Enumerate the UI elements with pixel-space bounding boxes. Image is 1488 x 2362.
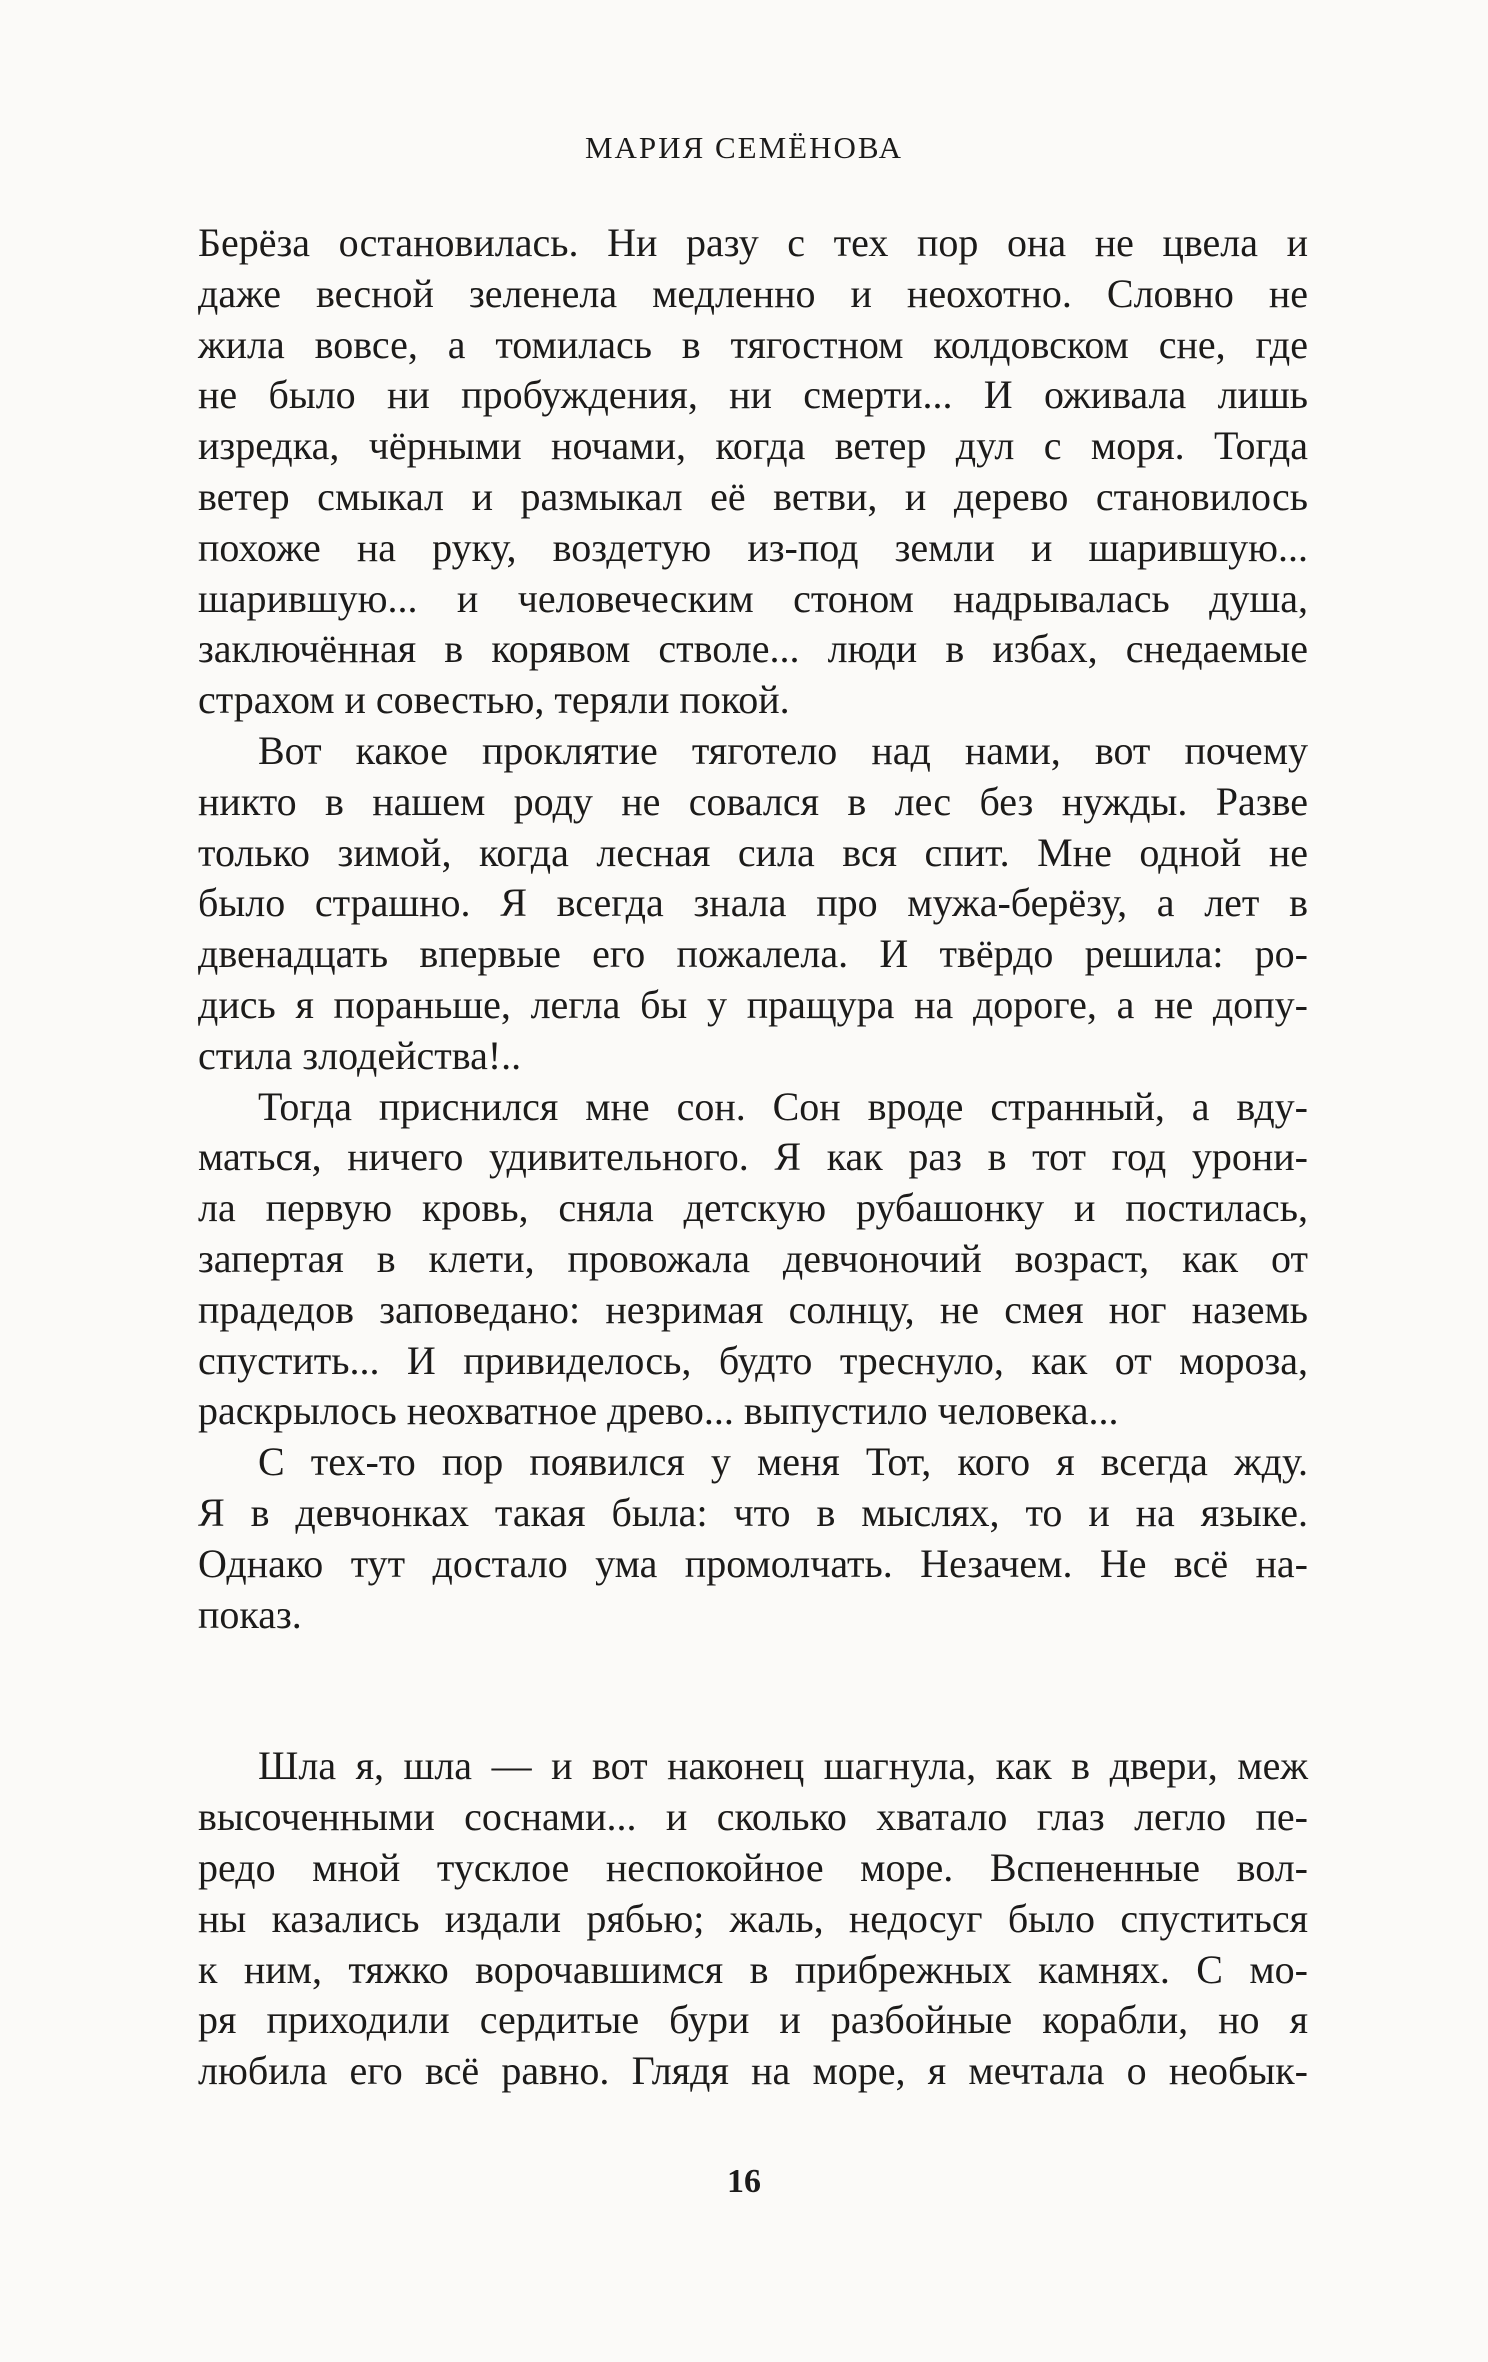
text-line: маться, ничего удивительного. Я как раз в тот год урони- bbox=[198, 1134, 1308, 1180]
text-line: дись я пораньше, легла бы у пращура на дороге, а не допу- bbox=[198, 981, 1308, 1027]
text-line: Однако тут достало ума промолчать. Незачем. Не всё на- bbox=[198, 1540, 1308, 1586]
text-line: показ. bbox=[198, 1591, 302, 1637]
text-line: было страшно. Я всегда знала про мужа-берёзу, а лет в bbox=[198, 880, 1308, 926]
text-line: редо мной тусклое неспокойное море. Вспененные вол- bbox=[198, 1844, 1308, 1890]
text-line: высоченными соснами... и сколько хватало глаз легло пе- bbox=[198, 1794, 1308, 1840]
text-line: даже весной зеленела медленно и неохотно. Словно не bbox=[198, 270, 1308, 316]
running-head: МАРИЯ СЕМЁНОВА bbox=[584, 130, 903, 165]
paragraph bbox=[198, 218, 1308, 726]
text-line: стила злодейства!.. bbox=[198, 1032, 522, 1078]
text-line: ветер смыкал и размыкал её ветви, и дерево становилось bbox=[198, 473, 1308, 519]
text-line: ря приходили сердитые бури и разбойные корабли, но я bbox=[198, 1997, 1308, 2043]
body-text bbox=[198, 218, 1308, 2097]
text-line: прадедов заповедано: незримая солнцу, не смея ног наземь bbox=[198, 1286, 1308, 1332]
paragraph bbox=[198, 1082, 1308, 1438]
text-line: к ним, тяжко ворочавшимся в прибрежных камнях. С мо- bbox=[198, 1946, 1308, 1992]
text-line: ны казались издали рябью; жаль, недосуг было спуститься bbox=[198, 1895, 1308, 1941]
text-line: шарившую... и человеческим стоном надрывалась душа, bbox=[198, 575, 1308, 621]
text-line: любила его всё равно. Глядя на море, я мечтала о необык- bbox=[198, 2048, 1308, 2094]
text-line: двенадцать впервые его пожалела. И твёрдо решила: ро- bbox=[198, 931, 1308, 977]
text-line: Я в девчонках такая была: что в мыслях, то и на языке. bbox=[198, 1489, 1308, 1535]
paragraph bbox=[198, 726, 1308, 1082]
paragraph bbox=[198, 1741, 1308, 2097]
text-line: не было ни пробуждения, ни смерти... И оживала лишь bbox=[198, 372, 1308, 418]
text-line: спустить... И привиделось, будто треснуло, как от мороза, bbox=[198, 1337, 1308, 1383]
text-line: изредка, чёрными ночами, когда ветер дул с моря. Тогда bbox=[198, 423, 1308, 469]
text-line: раскрылось неохватное древо... выпустило человека... bbox=[198, 1388, 1119, 1434]
text-line: жила вовсе, а томилась в тягостном колдовском сне, где bbox=[198, 321, 1308, 367]
text-line: запертая в клети, провожала девчоночий возраст, как от bbox=[198, 1235, 1308, 1281]
section-break bbox=[198, 1640, 1308, 1741]
text-line: Тогда приснился мне сон. Сон вроде странный, а вду- bbox=[258, 1083, 1308, 1129]
text-line: Берёза остановилась. Ни разу с тех пор она не цвела и bbox=[198, 220, 1308, 265]
text-line: заключённая в корявом стволе... люди в избах, снедаемые bbox=[198, 626, 1308, 672]
text-line: Шла я, шла — и вот наконец шагнула, как в двери, меж bbox=[258, 1743, 1308, 1789]
text-line: С тех-то пор появился у меня Тот, кого я всегда жду. bbox=[258, 1439, 1308, 1485]
page-number: 16 bbox=[727, 2163, 761, 2200]
text-line: никто в нашем роду не совался в лес без нужды. Разве bbox=[198, 778, 1308, 824]
text-line: похоже на руку, воздетую из-под земли и шарившую... bbox=[198, 524, 1308, 570]
text-line: только зимой, когда лесная сила вся спит. Мне одной не bbox=[198, 829, 1308, 875]
text-line: ла первую кровь, сняла детскую рубашонку и постилась, bbox=[198, 1185, 1308, 1231]
text-line: страхом и совестью, теряли покой. bbox=[198, 677, 790, 723]
text-line: Вот какое проклятие тяготело над нами, вот почему bbox=[258, 727, 1308, 773]
paragraph bbox=[198, 1437, 1308, 1640]
